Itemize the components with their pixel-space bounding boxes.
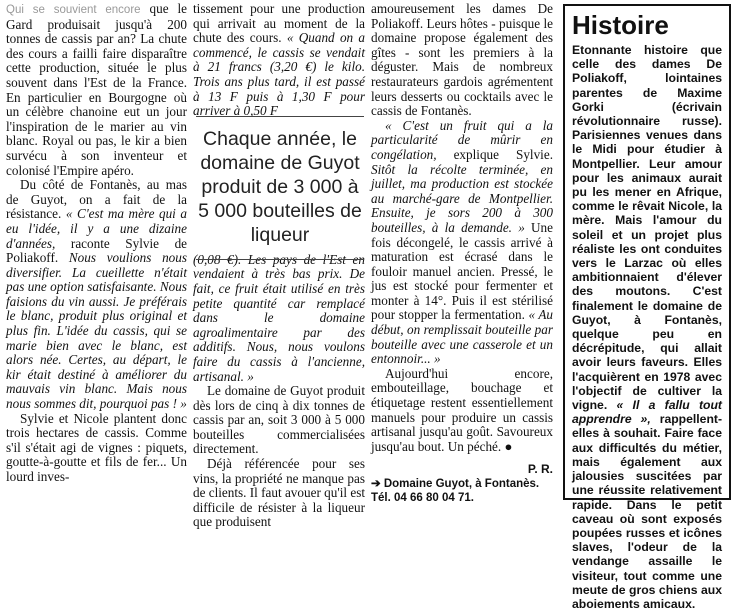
paragraph-text: tissement pour une production qui arrivait au moment de la chute des cours.: [193, 1, 365, 46]
end-bullet-icon: ●: [504, 438, 513, 454]
paragraph-text: amoureusement les dames De Poliakoff. Leurs hôtes - puisque le domaine propose également des gîtes - sont les premiers à la déguster. Mais de nombreux restaurateurs gardois agrémentent leurs desserts ou cocktails avec le cassis de Fontanès.: [371, 1, 553, 119]
paragraph: [193, 2, 365, 119]
paragraph: [6, 2, 187, 178]
quote-text: « Au début, on remplissait bouteille par bouteille avec une casserole et un entonnoir... »: [371, 307, 554, 367]
quote-text: (0,08 €). Les pays de l'Est en vendaient à très bas prix. De fait, ce fruit était utilisé en très petite quantité car remplacé dans le domaine agroalimentaire par des additifs. Nous, nous voulons faire du cassis à l'ancienne, artisanal. »: [193, 251, 365, 384]
article-column-1: [6, 2, 187, 485]
paragraph-text: Aujourd'hui encore, embouteillage, bouchage et étiquetage restent essentiellement manuels pour produire un cassis artisanal jusqu'au goût. Savoureux jusqu'au bout. Un péché.: [371, 365, 553, 454]
contact-name: Domaine Guyot, à Fontanès.: [383, 478, 540, 490]
pull-quote: Chaque année, le domaine de Guyot produit de 3 000 à 5 000 bouteilles de liqueur: [196, 116, 364, 260]
paragraph: [193, 457, 365, 530]
quote-text: Nous voulions nous diversifier. La cueillette n'était pas une option satisfaisante. Nous faisions du vin aussi. Je préférais le blanc, produit plus original et plus fin. L'idée du cassis, qui se marie bien avec le blanc, est alors née. Certes, au départ, le kir était destiné à améliorer du mauvais vin blanc. Mais nous nous sommes dit, pourquoi pas ! »: [6, 250, 188, 412]
article-column-2: [193, 2, 365, 530]
paragraph: [193, 253, 365, 384]
history-sidebar: [563, 4, 731, 611]
paragraph-text: Une fois décongelé, le cassis arrivé à maturation est écrasé dans le fouloir manuel ancien. Pressé, le jus est stocké pour fermenter et monter à 14°. Puis il est stérilisé pour stopper la fermentation.: [371, 219, 553, 323]
paragraph: [371, 119, 553, 367]
paragraph-text: que le Gard produisait jusqu'à 200 tonnes de cassis par an? La chute des cours a failli faire disparaître cette production, située le plus souvent dans l'Est de la France. En particulier en Bourgogne où un célèbre chanoine eut un jour l'inspiration de le marier au vin blanc. Royal ou pas, le kir a bien survécu à son inventeur et colonisé l'Empire apéro.: [6, 1, 188, 178]
sidebar-quote: « Il a fallu tout apprendre »,: [572, 398, 722, 427]
quote-text: « C'est un fruit qui a la particularité de mûrir en congélation,: [371, 117, 553, 162]
quote-text: Sitôt la récolte terminée, en juillet, ma production est stockée au marché-gare de Montpellier. Ensuite, je sors 200 à 300 bouteilles, à la demande. »: [371, 161, 553, 235]
paragraph-text: Du côté de Fontanès, au mas de Guyot, on a fait de la résistance.: [6, 177, 187, 222]
sidebar-text: [572, 43, 722, 611]
sidebar-title: Histoire: [572, 10, 669, 40]
sidebar-paragraph: rappellent-elles à souhait. Faire face aux difficultés du métier, mais également aux jalousies suscitées par une réussite relativement rapide. Dans le petit caveau où sont exposés poupées russes et icônes slaves, l'odeur de la vendange assaille le visiteur, tout comme une meute de gros chiens aux aboiements amicaux.: [572, 412, 723, 611]
quote-text: « Quand on a commencé, le cassis se vendait à 21 francs (3,20 €) le kilo. Trois ans plus tard, il est passé à 13 F puis à 1,30 F pour arriver à 0,50 F: [193, 30, 366, 119]
arrow-icon: ➔: [371, 478, 381, 490]
sidebar-paragraph: Etonnante histoire que celle des dames De Poliakoff, lointaines parentes de Maxime Gorki (écrivain révolutionnaire russe). Parisiennes venues dans le Midi pour étudier à Montpellier. Leur amour pour les animaux aurait pu les mener en Afrique, comme le rêvait Nicole, la mère. Mais l'amour du soleil et un projet plus réaliste les ont conduites vers le Larzac où elles ambitionnaient d'élever des moutons. C'est finalement le domaine de Guyot, à Fontanès, quelque peu en décrépitude, qui allait avoir leurs faveurs. Elles l'acquièrent en 1978 avec l'objectif de cultiver la vigne.: [572, 43, 722, 413]
contact-info: [371, 477, 553, 505]
paragraph: [6, 412, 187, 485]
paragraph: [371, 367, 553, 455]
quote-text: « C'est ma mère qui a eu l'idée, il y a une dizaine d'années,: [6, 206, 188, 251]
article-column-3: [371, 2, 553, 505]
lead-in: Qui se souvient encore: [6, 4, 141, 16]
paragraph: [371, 2, 553, 119]
paragraph-text: explique Sylvie.: [453, 146, 553, 162]
paragraph-text: Sylvie et Nicole plantent donc trois hectares de cassis. Comme s'il s'était agi de vignes : piquets, goutte-à-goutte et fils de fer... Un lourd inves-: [6, 410, 187, 484]
contact-phone: Tél. 04 66 80 04 71.: [371, 492, 474, 504]
author-signature: P. R.: [527, 462, 553, 477]
paragraph: [6, 178, 187, 412]
paragraph-text: Le domaine de Guyot produit dès lors de cinq à dix tonnes de cassis par an, soit 3 000 à 5 000 bouteilles commercialisées directement.: [193, 383, 365, 457]
paragraph-text: raconte Sylvie de Poliakoff.: [6, 235, 188, 266]
paragraph: [193, 384, 365, 457]
paragraph-text: Déjà référencée pour ses vins, la propriété ne manque pas de clients. Il faut avouer qu'il est difficile de résister à la liqueur que produisent: [193, 456, 365, 530]
